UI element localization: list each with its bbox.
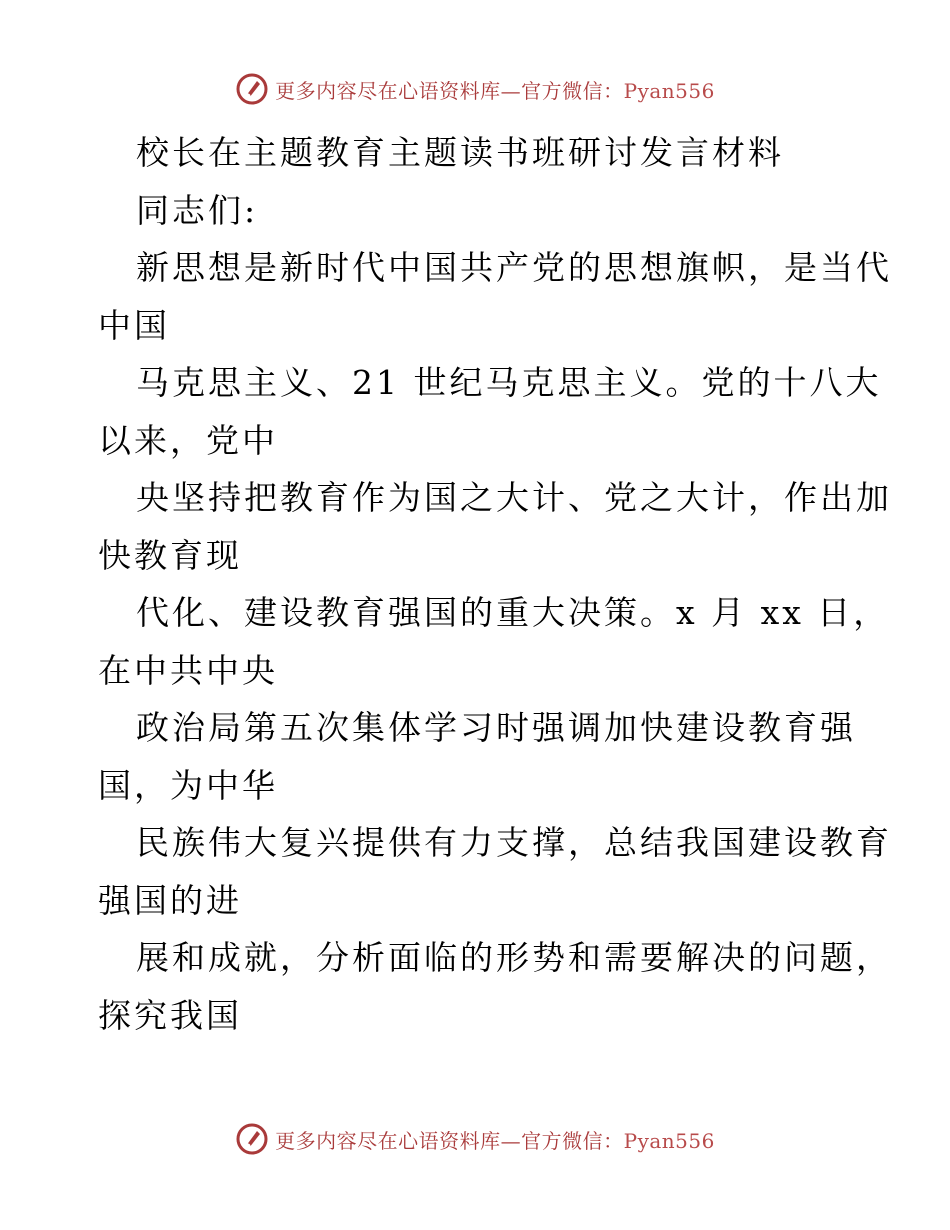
text-line: 探究我国 xyxy=(98,995,242,1035)
pen-nib-logo-icon xyxy=(235,72,269,106)
text-line: 强国的进 xyxy=(98,880,242,920)
text-line: 国，为中华 xyxy=(98,765,278,805)
text-line: 以来，党中 xyxy=(98,420,278,460)
page-header-watermark xyxy=(0,72,950,106)
pen-nib-logo-icon xyxy=(235,1122,269,1156)
text-line: 快教育现 xyxy=(98,535,242,575)
page-footer-watermark xyxy=(0,1122,950,1156)
text-line: 展和成就，分析面临的形势和需要解决的问题， xyxy=(136,938,892,977)
text-line: 在中共中央 xyxy=(98,650,278,690)
document-title: 校长在主题教育主题读书班研讨发言材料 xyxy=(136,133,784,172)
text-line: 政治局第五次集体学习时强调加快建设教育强 xyxy=(136,708,856,747)
footer-watermark-text: 更多内容尽在心语资料库—官方微信：Pyan556 xyxy=(275,1128,715,1153)
text-line: 中国 xyxy=(98,305,170,345)
text-line: 同志们: xyxy=(136,190,259,230)
document-body xyxy=(98,124,892,1044)
header-watermark-text: 更多内容尽在心语资料库—官方微信：Pyan556 xyxy=(275,78,715,103)
text-line: 马克思主义、21 世纪马克思主义。党的十八大 xyxy=(136,363,882,402)
text-line: 民族伟大复兴提供有力支撑，总结我国建设教育 xyxy=(136,823,892,862)
text-line: 代化、建设教育强国的重大决策。x 月 xx 日， xyxy=(136,593,890,632)
text-line: 央坚持把教育作为国之大计、党之大计，作出加 xyxy=(136,478,892,517)
text-line: 新思想是新时代中国共产党的思想旗帜，是当代 xyxy=(136,248,892,287)
